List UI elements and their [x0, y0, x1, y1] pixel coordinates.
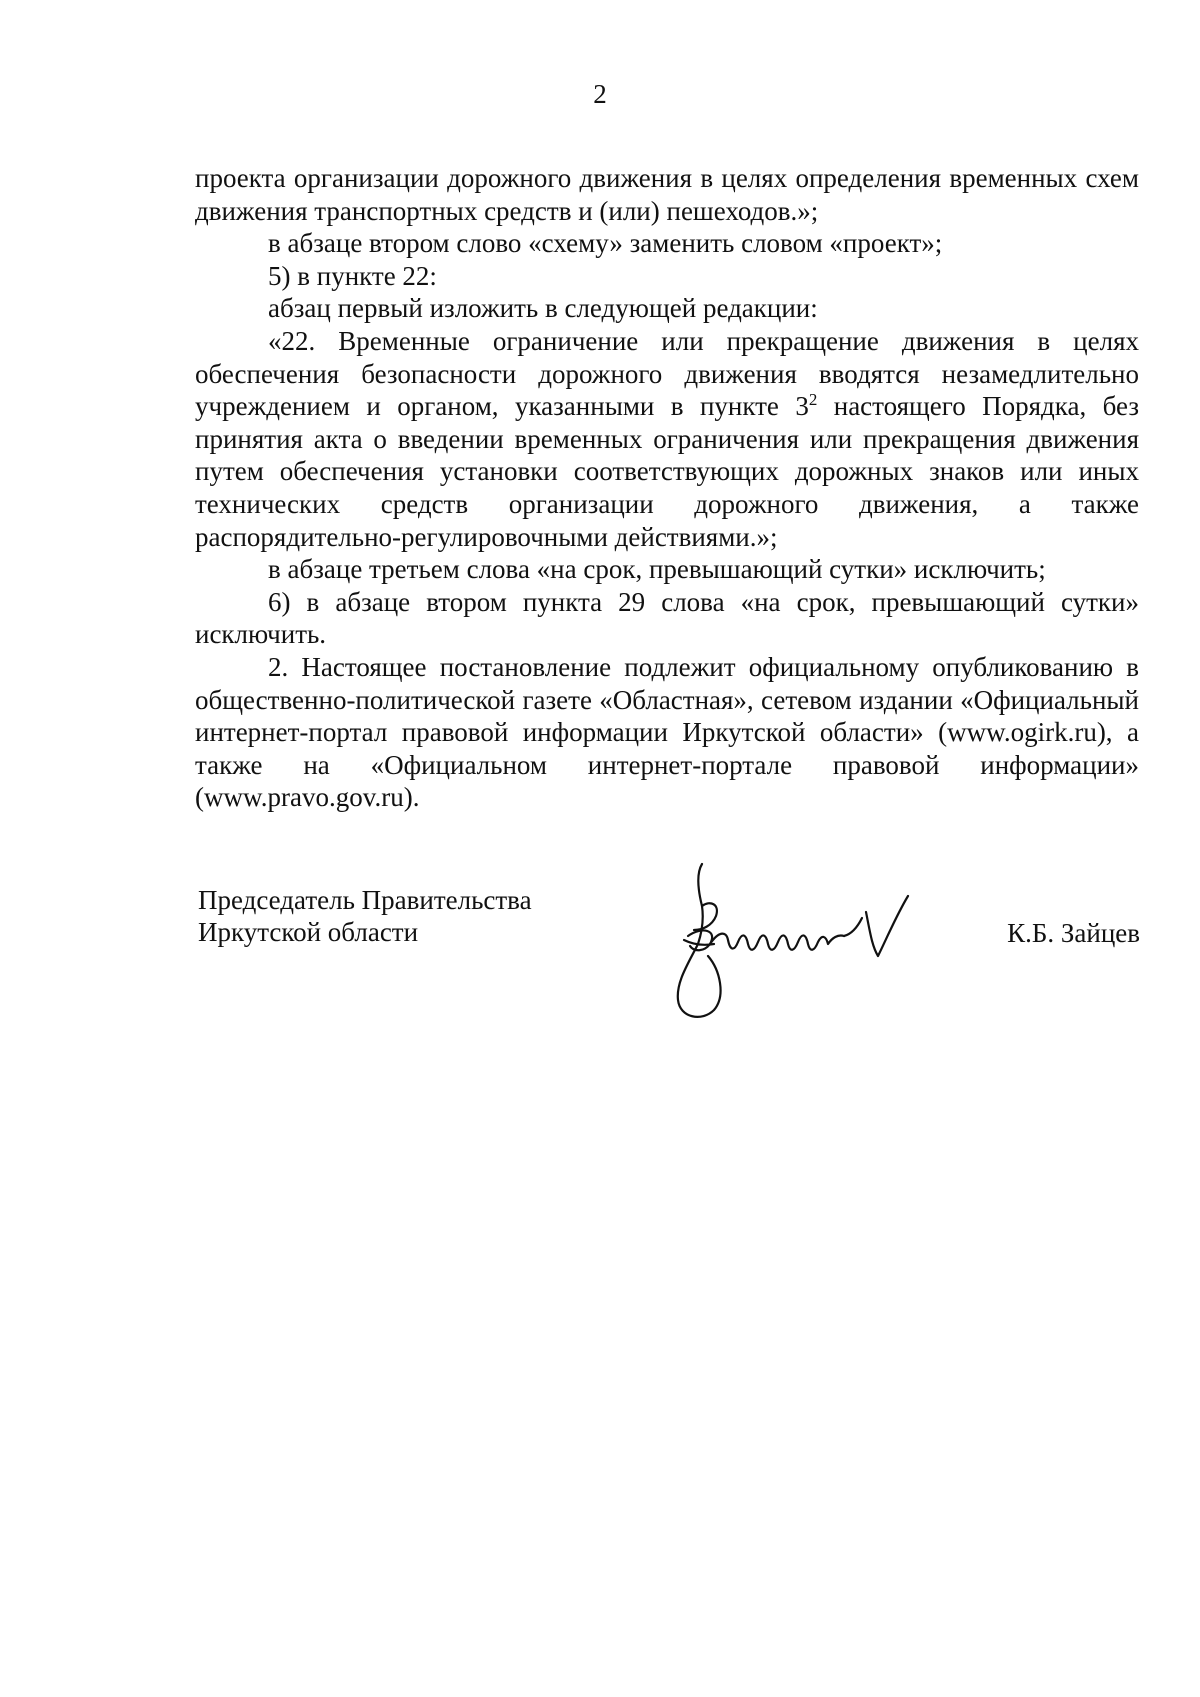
- signature-block: [198, 884, 1140, 1044]
- paragraph-item-22-text: [195, 325, 1139, 553]
- paragraph-first-clause-intro: абзац первый изложить в следующей редакции:: [268, 293, 818, 324]
- paragraph-publication: 2. Настоящее постановление подлежит официальному опубликованию в общественно-политической газете «Областная», сетевом издании «Официальный интернет-портал правовой информации Иркутской области» (www.ogirk.ru), а также на «Официальном интернет-портале правовой информации» (www.pravo.gov.ru).: [195, 651, 1139, 813]
- handwritten-signature: [658, 860, 918, 1030]
- paragraph-item-5: 5) в пункте 22:: [268, 260, 437, 291]
- superscript-number: 2: [808, 390, 818, 410]
- signer-position-line-2: Иркутской области: [198, 917, 419, 947]
- paragraph-third-clause: в абзаце третьем слова «на срок, превышающий сутки» исключить;: [268, 554, 1046, 585]
- paragraph-item-6: 6) в абзаце втором пункта 29 слова «на срок, превышающий сутки» исключить.: [195, 586, 1139, 650]
- item-22-text-start: «22. Временные ограничение или прекращение движения в целях обеспечения безопасности дорожного движения вводятся незамедлительно учреждением и органом, указанными в пункте 3: [195, 325, 1139, 422]
- item-22-text-end: настоящего Порядка, без принятия акта о введении временных ограничения или прекращения движения путем обеспечения установки соответствующих дорожных знаков или иных технических средств организации дорожного движения, а также распорядительно-регулировочными действиями.»;: [195, 391, 1139, 552]
- paragraph-amendment-second-clause: в абзаце втором слово «схему» заменить словом «проект»;: [268, 228, 943, 259]
- signer-position-line-1: Председатель Правительства: [198, 885, 532, 915]
- signer-position: [198, 884, 532, 948]
- paragraph-continuation: проекта организации дорожного движения в целях определения временных схем движения транспортных средств и (или) пешеходов.»;: [195, 163, 1139, 226]
- signer-name: К.Б. Зайцев: [1007, 918, 1140, 948]
- document-body: [195, 162, 1139, 814]
- page-number: 2: [593, 79, 607, 109]
